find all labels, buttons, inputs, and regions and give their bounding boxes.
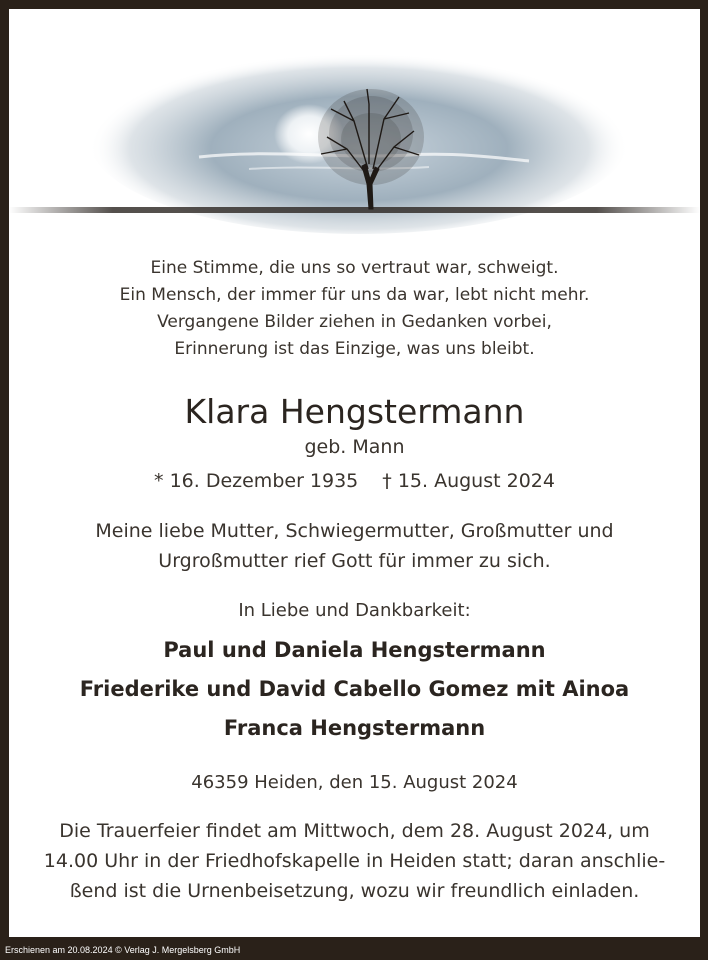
mourner: Franca Hengstermann [223,716,486,740]
life-dates [9,468,700,494]
poem-line: Ein Mensch, der immer für uns da war, lebt nicht mehr. [119,285,590,305]
obituary-text [9,255,700,906]
poem-line: Erinnerung ist das Einzige, was uns bleibt. [174,339,535,359]
place-date: 46359 Heiden, den 15. August 2024 [191,772,518,793]
birth-date: * 16. Dezember 1935 [154,470,359,492]
publication-footer: Erschienen am 20.08.2024 © Verlag J. Mergelsberg GmbH [5,945,241,955]
in-love-line: In Liebe und Dankbarkeit: [238,600,471,621]
ceremony-line: ßend ist die Urnenbeisetzung, wozu wir freundlich einladen. [69,880,640,902]
ceremony-info [9,816,700,906]
poem-line: Vergangene Bilder ziehen in Gedanken vorbei, [157,312,552,332]
ceremony-line: 14.00 Uhr in der Friedhofskapelle in Heiden statt; daran anschlie- [43,850,666,872]
mourner: Paul und Daniela Hengstermann [163,638,546,662]
lone-tree-landscape-icon [9,9,700,234]
announcement [9,516,700,576]
ceremony-line: Die Trauerfeier findet am Mittwoch, dem 28. August 2024, um [59,820,650,842]
mourners-list [9,631,700,748]
memorial-poem [9,255,700,363]
announcement-line: Urgroßmutter rief Gott für immer zu sich. [158,550,551,572]
deceased-name: Klara Hengstermann [184,392,525,431]
mourner: Friederike und David Cabello Gomez mit Ainoa [79,677,630,701]
poem-line: Eine Stimme, die uns so vertraut war, schweigt. [150,258,559,278]
birth-name: geb. Mann [304,436,405,458]
obituary-card [9,9,700,937]
death-date: † 15. August 2024 [382,470,555,492]
announcement-line: Meine liebe Mutter, Schwiegermutter, Großmutter und [95,520,614,542]
